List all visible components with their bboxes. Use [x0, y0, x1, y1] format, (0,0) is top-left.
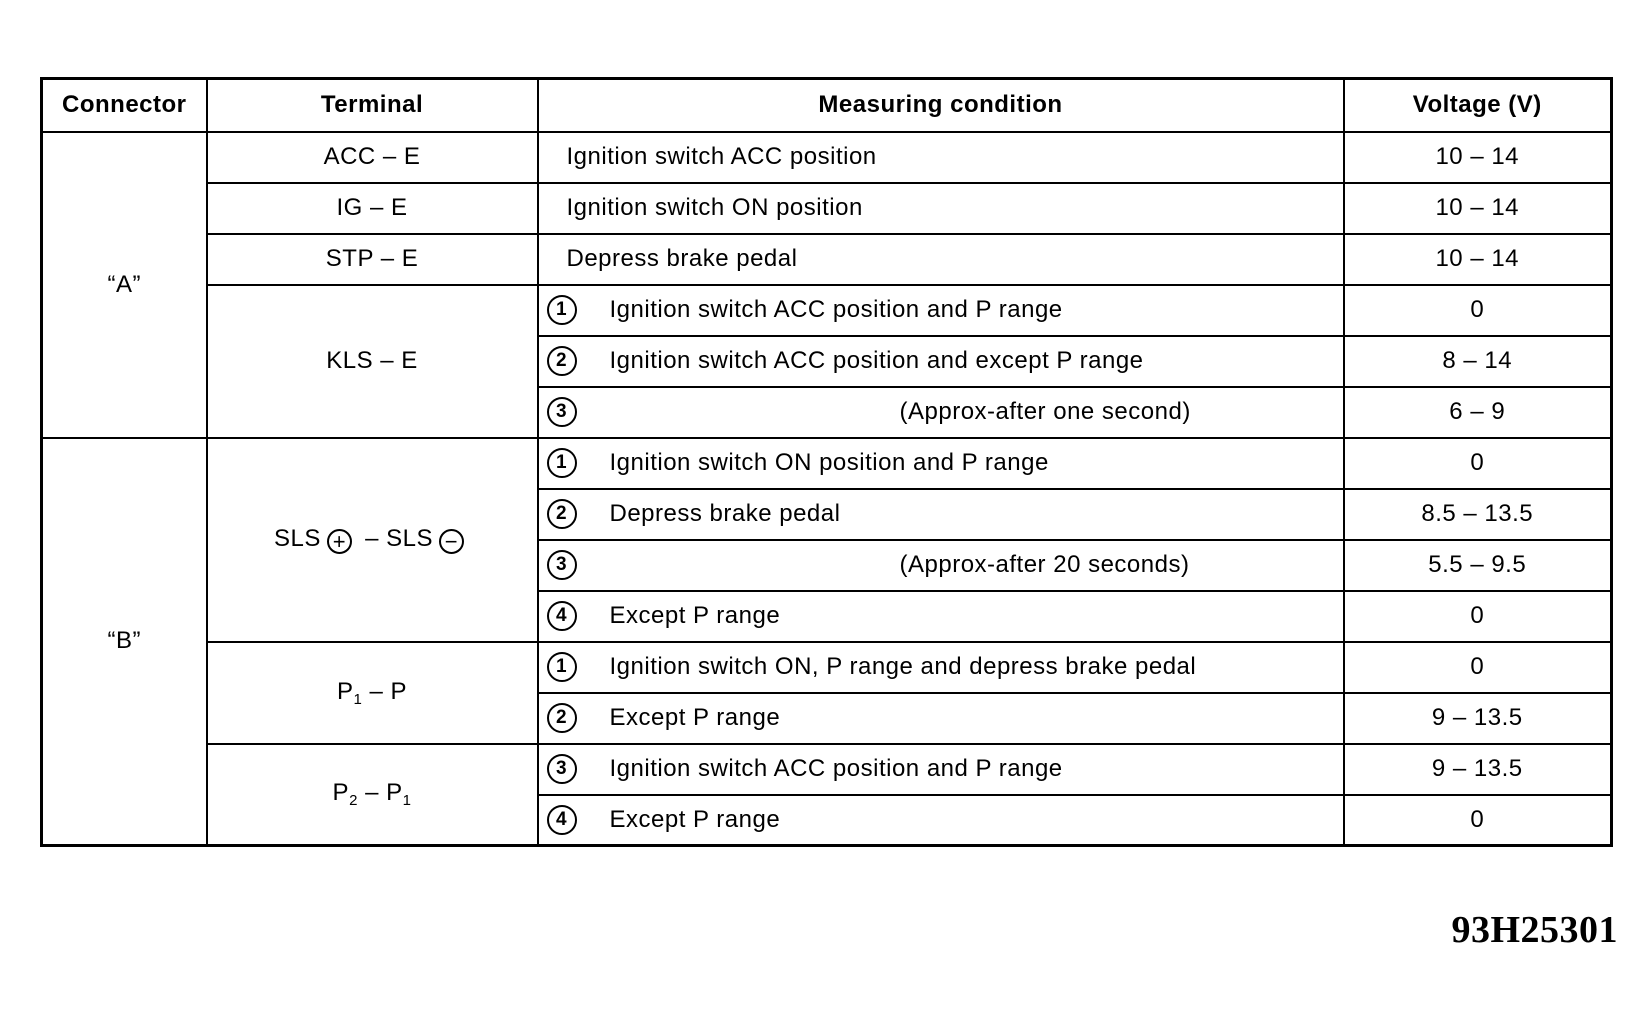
- condition-text: Depress brake pedal: [566, 245, 798, 272]
- condition-text: (Approx-after one second): [899, 398, 1191, 425]
- condition-cell: [538, 183, 1344, 234]
- terminal-p2-p1: [207, 744, 538, 846]
- connector-a: “A”: [42, 132, 207, 438]
- voltage-cell: 9 – 13.5: [1344, 693, 1612, 744]
- condition-text: (Approx-after 20 seconds): [899, 551, 1190, 578]
- voltage-cell: 0: [1344, 285, 1612, 336]
- step-number-icon: 4: [547, 601, 577, 631]
- minus-circle-icon: −: [439, 529, 464, 554]
- condition-cell: [538, 336, 1344, 387]
- step-number-icon: 3: [547, 397, 577, 427]
- condition-cell: [538, 387, 1344, 438]
- terminal-ig-e: IG – E: [207, 183, 538, 234]
- table-row: [42, 132, 1612, 183]
- step-number-icon: 3: [547, 754, 577, 784]
- step-number-icon: 2: [547, 703, 577, 733]
- header-row: [42, 79, 1612, 132]
- header-condition: Measuring condition: [538, 79, 1344, 132]
- terminal-subscript-2: 1: [402, 792, 412, 810]
- terminal-p-letter: P: [336, 677, 354, 705]
- voltage-cell: 0: [1344, 591, 1612, 642]
- sls-separator: –: [357, 524, 387, 552]
- sls-plus-label: SLS: [274, 524, 321, 552]
- terminal-rest: – P: [362, 677, 408, 705]
- step-number-icon: 2: [547, 499, 577, 529]
- table-row: [42, 744, 1612, 795]
- condition-cell: [538, 132, 1344, 183]
- step-number-icon: 1: [547, 295, 577, 325]
- condition-text: Ignition switch ON, P range and depress brake pedal: [609, 653, 1197, 680]
- voltage-cell: 0: [1344, 795, 1612, 846]
- voltage-cell: 10 – 14: [1344, 234, 1612, 285]
- voltage-cell: 8.5 – 13.5: [1344, 489, 1612, 540]
- voltage-cell: 0: [1344, 642, 1612, 693]
- voltage-cell: 10 – 14: [1344, 132, 1612, 183]
- table-row: [42, 183, 1612, 234]
- condition-text: Ignition switch ON position: [566, 194, 863, 221]
- terminal-kls-e: KLS – E: [207, 285, 538, 438]
- terminal-subscript: 2: [349, 792, 358, 810]
- table-row: [42, 234, 1612, 285]
- condition-cell: [538, 642, 1344, 693]
- condition-cell: [538, 285, 1344, 336]
- sls-minus-label: SLS: [386, 524, 433, 552]
- terminal-stp-e: STP – E: [207, 234, 538, 285]
- terminal-sls: [207, 438, 538, 642]
- condition-text: Except P range: [609, 704, 781, 731]
- voltage-cell: 9 – 13.5: [1344, 744, 1612, 795]
- plus-circle-icon: +: [327, 529, 352, 554]
- voltage-cell: 5.5 – 9.5: [1344, 540, 1612, 591]
- condition-cell: [538, 795, 1344, 846]
- voltage-spec-table: [40, 77, 1613, 847]
- condition-cell: [538, 744, 1344, 795]
- table-row: [42, 438, 1612, 489]
- terminal-subscript: 1: [353, 690, 363, 708]
- condition-cell: [538, 234, 1344, 285]
- terminal-p-letter: P: [332, 779, 350, 807]
- terminal-p1-p: [207, 642, 538, 744]
- condition-text: Depress brake pedal: [609, 500, 841, 527]
- step-number-icon: 1: [547, 448, 577, 478]
- condition-text: Except P range: [609, 602, 781, 629]
- condition-text: Ignition switch ON position and P range: [609, 449, 1049, 476]
- figure-code: 93H25301: [1451, 909, 1618, 951]
- header-terminal: Terminal: [207, 79, 538, 132]
- condition-text: Ignition switch ACC position: [566, 143, 877, 170]
- condition-text: Ignition switch ACC position and except P range: [609, 347, 1144, 374]
- step-number-icon: 1: [547, 652, 577, 682]
- condition-text: Ignition switch ACC position and P range: [609, 755, 1063, 782]
- table-row: [42, 642, 1612, 693]
- condition-text: Ignition switch ACC position and P range: [609, 296, 1063, 323]
- header-voltage: Voltage (V): [1344, 79, 1612, 132]
- voltage-cell: 0: [1344, 438, 1612, 489]
- condition-text: Except P range: [609, 805, 781, 833]
- voltage-cell: 6 – 9: [1344, 387, 1612, 438]
- condition-cell: [538, 591, 1344, 642]
- table-row: [42, 285, 1612, 336]
- step-number-icon: 4: [547, 805, 577, 835]
- terminal-acc-e: ACC – E: [207, 132, 538, 183]
- condition-cell: [538, 438, 1344, 489]
- condition-cell: [538, 693, 1344, 744]
- condition-cell: [538, 540, 1344, 591]
- step-number-icon: 3: [547, 550, 577, 580]
- step-number-icon: 2: [547, 346, 577, 376]
- terminal-mid: – P: [357, 779, 403, 807]
- voltage-cell: 8 – 14: [1344, 336, 1612, 387]
- connector-b: “B”: [42, 438, 207, 846]
- voltage-cell: 10 – 14: [1344, 183, 1612, 234]
- condition-cell: [538, 489, 1344, 540]
- header-connector: Connector: [42, 79, 207, 132]
